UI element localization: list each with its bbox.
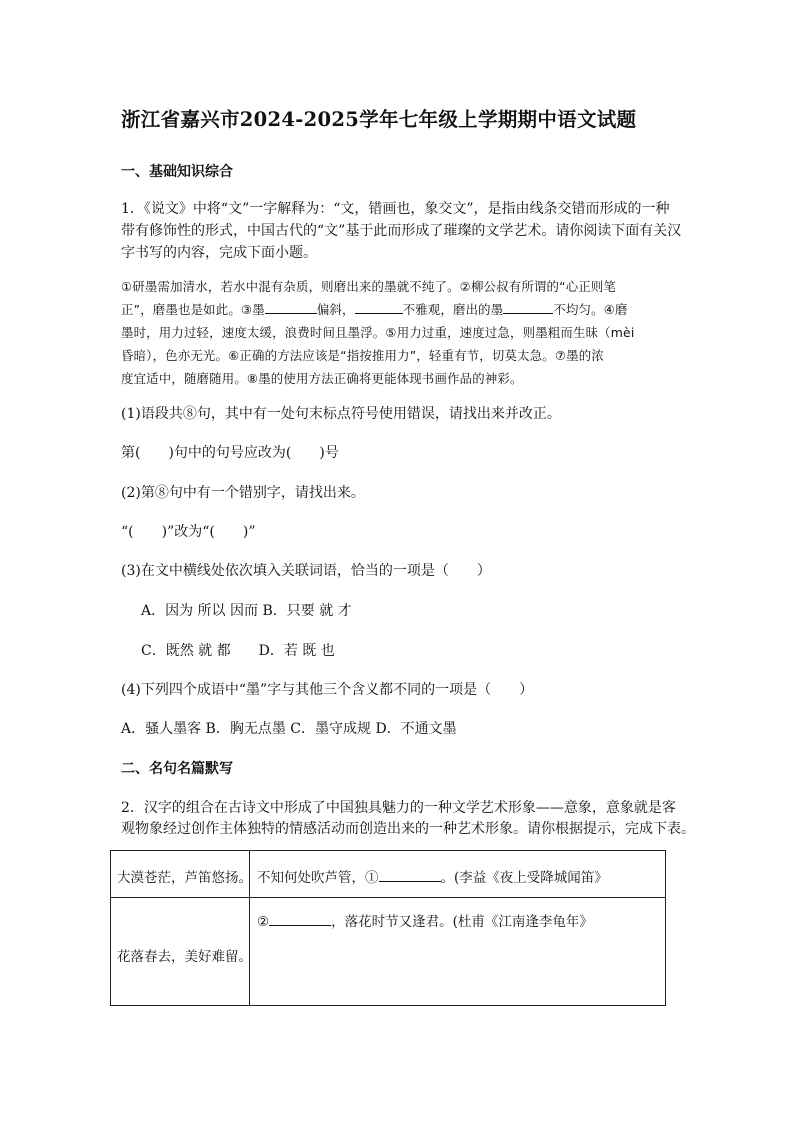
sub-question-2-answer: “( )”改为“( )” [121,524,256,540]
row-1-source: 。(李益《夜上受降城闻笛》 [440,870,608,886]
passage-line-4: 昏暗），色亦无光。⑥正确的方法应该是“指按推用力”，轻重有节，切莫太急。⑦墨的浓 [121,348,604,363]
question-1-intro-line-2: 带有修饰性的形式，中国古代的“文”基于此而形成了璀璨的文学艺术。请你阅读下面有关汉 [121,223,682,239]
row-1-verse-prefix: 不知何处吹芦管，① [257,870,379,886]
passage-line-5: 度宜适中，随磨随用。⑧墨的使用方法正确将更能体现书画作品的神彩。 [121,371,523,386]
row-2-verse [257,910,593,930]
sub-question-3-options-ab: A．因为 所以 因而 B．只要 就 才 [141,603,352,619]
question-1-intro-line-3: 字书写的内容，完成下面小题。 [121,245,317,261]
sub-question-1-answer: 第( )句中的句号应改为( )号 [121,445,339,461]
sub-question-1: (1)语段共⑧句，其中有一处句末标点符号使用错误，请找出来并改正。 [121,406,561,422]
row-1-theme: 大漠苍茫，芦笛悠扬。 [117,870,252,886]
page-title: 浙江省嘉兴市2024-2025学年七年级上学期期中语文试题 [121,108,637,131]
fill-blank-2[interactable] [355,301,403,314]
sub-question-4: (4)下列四个成语中“墨”字与其他三个含义都不同的一项是（ ） [121,682,534,698]
question-2-intro-line-2: 观物象经过创作主体独特的情感活动而创造出来的一种艺术形象。请你根据提示，完成下表。 [121,821,695,837]
section-heading-basic-knowledge: 一、基础知识综合 [121,164,233,180]
passage-line-2 [121,300,628,318]
passage-line-1: ①研墨需加清水，若水中混有杂质，则磨出来的墨就不纯了。②柳公叔有所谓的“心正则笔 [121,279,617,294]
row-1-answer-blank[interactable] [379,868,441,883]
question-1-intro-line-1: 1．《说文》中将“文”一字解释为：“文，错画也，象交文”，是指由线条交错而形成的一种 [121,201,670,217]
question-2-intro-line-1: 2．汉字的组合在古诗文中形成了中国独具魅力的一种文学艺术形象——意象，意象就是客 [121,800,676,816]
row-2-theme: 花落春去，美好难留。 [117,949,252,965]
poem-table [110,850,666,1006]
sub-question-3-options-cd: C．既然 就 都 D．若 既 也 [141,643,335,659]
fill-blank-3[interactable] [503,301,553,314]
passage-line-2-part-c: 不雅观，磨出的墨 [402,302,504,317]
row-2-answer-blank[interactable] [269,912,331,927]
sub-question-4-options: A．骚人墨客 B．胸无点墨 C．墨守成规 D．不通文墨 [121,721,457,737]
passage-line-2-part-d: 不均匀。④磨 [553,302,628,317]
fill-blank-1[interactable] [265,301,317,314]
table-row-divider [111,897,665,898]
sub-question-3: (3)在文中横线处依次填入关联词语，恰当的一项是（ ） [121,563,491,579]
section-heading-recitation: 二、名句名篇默写 [121,761,233,777]
passage-line-2-part-a: 正”，磨墨也是如此。③墨 [121,302,265,317]
row-1-verse [257,866,608,886]
passage-line-3: 墨时，用力过轻，速度太缓，浪费时间且墨浮。⑤用力过重，速度过急，则墨粗而生昧（mèi [121,325,635,340]
passage-line-2-part-b: 偏斜， [316,302,355,317]
row-2-verse-prefix: ② [257,914,270,930]
sub-question-2: (2)第⑧句中有一个错别字，请找出来。 [121,485,365,501]
row-2-source: ，落花时节又逢君。(杜甫《江南逢李龟年》 [331,914,593,930]
